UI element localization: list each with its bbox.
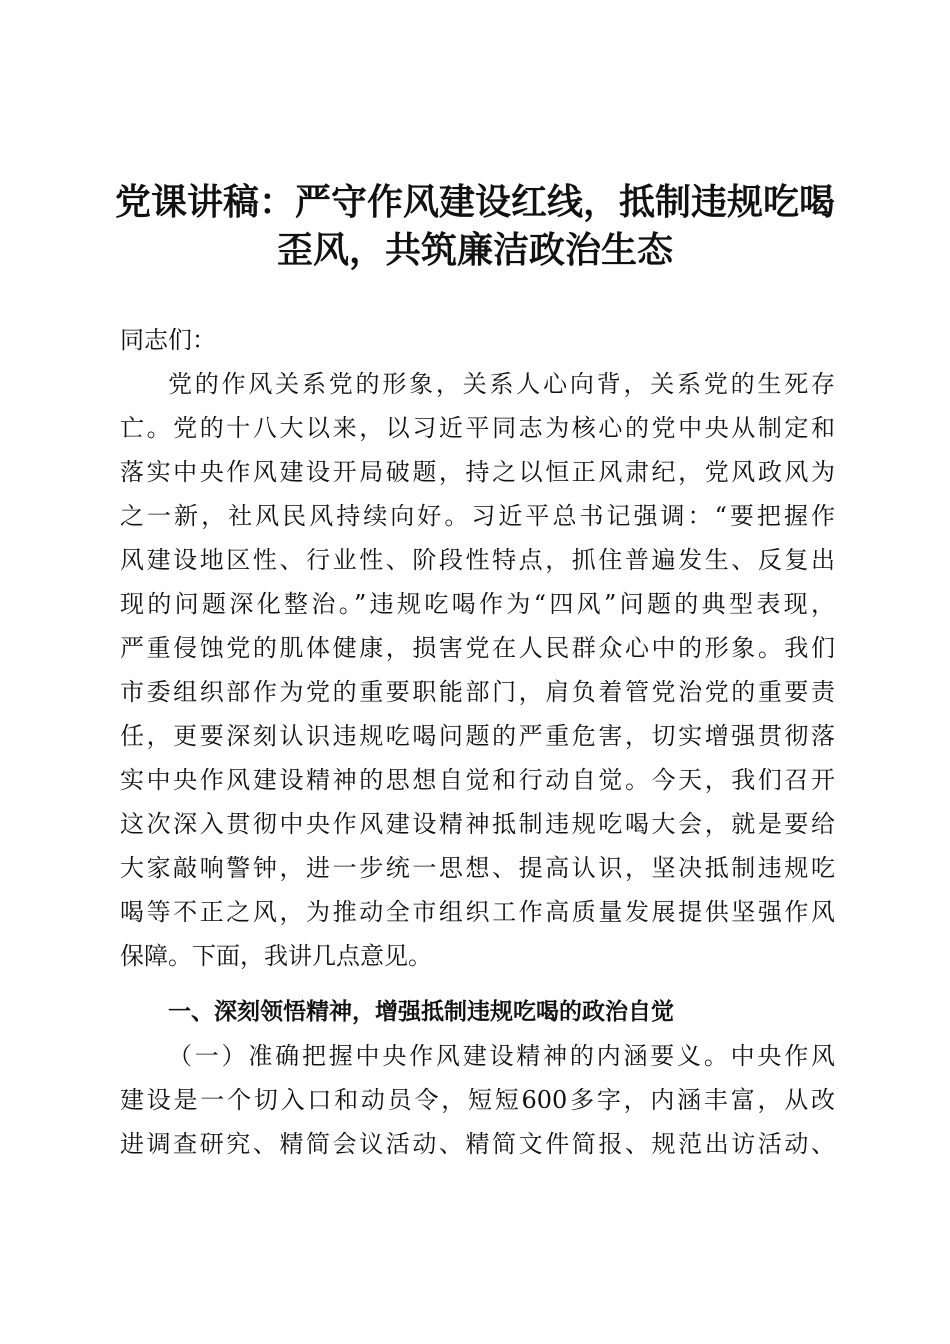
paragraph-line: 这次深入贯彻中央作风建设精神抵制违规吃喝大会，就是要给 [120,810,835,838]
document-title-line-2: 歪风，共筑廉洁政治生态 [276,229,673,271]
paragraph-line: 党的作风关系党的形象，关系人心向背，关系党的生死存 [168,370,835,398]
paragraph-line: 落实中央作风建设开局破题，持之以恒正风肃纪，党风政风为 [120,458,835,486]
paragraph-line: 建设是一个切入口和动员令，短短600多字，内涵丰富，从改 [120,1086,835,1114]
paragraph-line: （一）准确把握中央作风建设精神的内涵要义。中央作风 [168,1042,835,1070]
paragraph-line: 市委组织部作为党的重要职能部门，肩负着管党治党的重要责 [120,678,835,706]
paragraph-line: 风建设地区性、行业性、阶段性特点，抓住普遍发生、反复出 [120,546,835,574]
salutation: 同志们： [120,326,216,354]
paragraph-line: 任，更要深刻认识违规吃喝问题的严重危害，切实增强贯彻落 [120,722,835,750]
paragraph-line: 现的问题深化整治。”违规吃喝作为“四风”问题的典型表现， [120,590,835,618]
paragraph-2 [120,1034,835,1166]
paragraph-line: 实中央作风建设精神的思想自觉和行动自觉。今天，我们召开 [120,766,835,794]
paragraph-line: 之一新，社风民风持续向好。习近平总书记强调：“要把握作 [120,502,835,530]
paragraph-line: 大家敲响警钟，进一步统一思想、提高认识，坚决抵制违规吃 [120,854,835,882]
paragraph-line: 喝等不正之风，为推动全市组织工作高质量发展提供坚强作风 [120,898,835,926]
paragraph-line: 严重侵蚀党的肌体健康，损害党在人民群众心中的形象。我们 [120,634,835,662]
paragraph-line: 进调查研究、精简会议活动、精简文件简报、规范出访活动、 [120,1130,835,1158]
paragraph-line: 亡。党的十八大以来，以习近平同志为核心的党中央从制定和 [120,414,835,442]
section-heading-1: 一、深刻领悟精神，增强抵制违规吃喝的政治自觉 [168,999,674,1025]
document-title-line-1: 党课讲稿：严守作风建设红线，抵制违规吃喝 [114,181,835,223]
paragraph-1 [120,362,835,978]
paragraph-line: 保障。下面，我讲几点意见。 [120,942,432,970]
